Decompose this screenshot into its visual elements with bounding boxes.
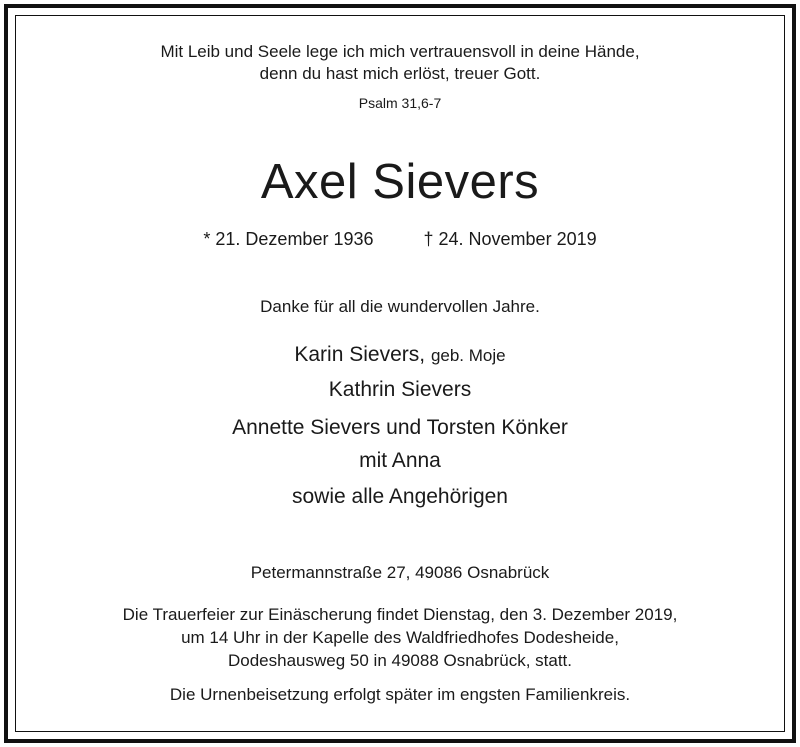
ceremony-line-1: Die Trauerfeier zur Einäscherung findet Dienstag, den 3. Dezember 2019, [122,605,678,624]
thanks-line: Danke für all die wundervollen Jahre. [260,297,540,316]
verse-reference: Psalm 31,6-7 [358,95,442,111]
deceased-name: Axel Sievers [260,155,540,209]
address-line: Petermannstraße 27, 49086 Osnabrück [250,563,550,582]
verse-line-2: denn du hast mich erlöst, treuer Gott. [259,64,541,83]
ceremony-line-3: Dodeshausweg 50 in 49088 Osnabrück, statt. [228,651,572,670]
family-line-3: Annette Sievers und Torsten Könker [232,416,568,439]
birth-date: * 21. Dezember 1936 [203,229,374,249]
ceremony-line-2: um 14 Uhr in der Kapelle des Waldfriedhofes Dodesheide, [181,628,619,647]
family-line-4: mit Anna [359,449,441,472]
maiden-name: geb. Moje [430,346,506,365]
death-date: † 24. November 2019 [423,229,597,249]
family-line-2: Kathrin Sievers [328,378,472,401]
burial-line: Die Urnenbeisetzung erfolgt später im engsten Familienkreis. [169,685,631,704]
family-member-name: Karin Sievers, [294,343,426,366]
family-line-1 [0,343,800,367]
verse-line-1: Mit Leib und Seele lege ich mich vertrauensvoll in deine Hände, [160,42,640,61]
family-line-5: sowie alle Angehörigen [292,485,508,508]
life-dates [0,229,800,250]
